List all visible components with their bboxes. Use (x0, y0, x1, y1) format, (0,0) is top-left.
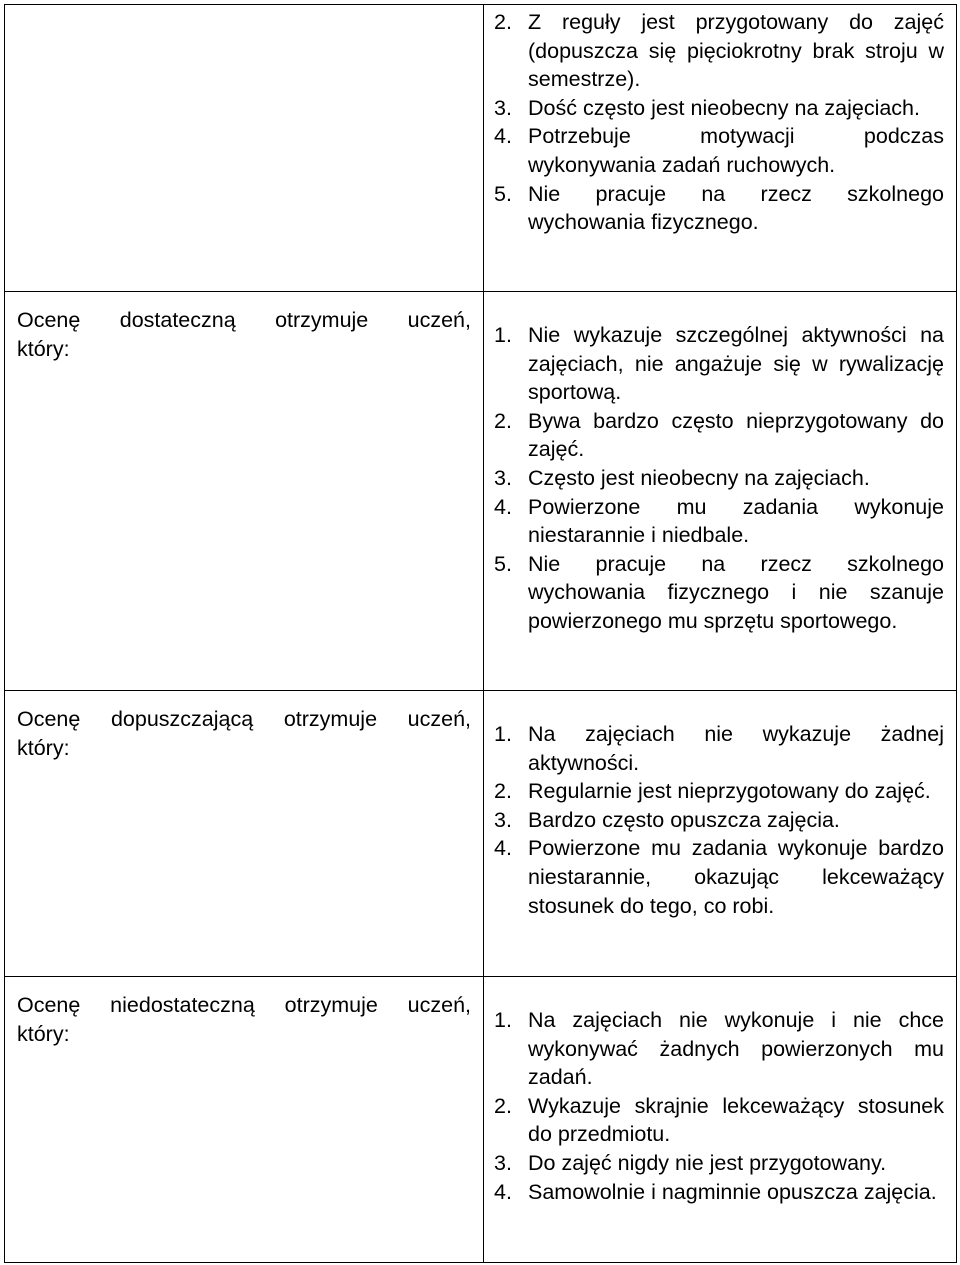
grade-label-cell (5, 292, 484, 691)
item-number: 1. (494, 1008, 512, 1032)
grading-criteria-table (4, 4, 957, 1263)
item-text: Powierzone mu zadania wykonuje niestarannie i niedbale. (528, 494, 944, 548)
criteria-cell (484, 691, 957, 977)
item-text: Z reguły jest przygotowany do zajęć (dopuszcza się pięciokrotny brak stroju w semestrze). (528, 10, 944, 92)
item-number: 5. (494, 551, 512, 576)
item-text: Nie pracuje na rzecz szkolnego wychowania fizycznego i nie szanuje powierzonego mu sprzętu sportowego. (528, 551, 944, 633)
item-number: 4. (494, 1179, 512, 1204)
grade-label-continuation: który: (17, 337, 70, 361)
item-text: Do zajęć nigdy nie jest przygotowany. (528, 1150, 887, 1175)
grade-label-continuation: który: (17, 736, 70, 760)
list-item (494, 550, 944, 636)
table-row (5, 292, 957, 691)
item-number: 4. (494, 124, 512, 149)
item-text: Bywa bardzo często nieprzygotowany do zajęć. (528, 408, 944, 462)
list-item (494, 321, 944, 407)
item-number: 1. (494, 323, 512, 347)
item-number: 3. (494, 807, 512, 832)
list-item (494, 493, 944, 550)
list-item (494, 8, 944, 94)
grade-label: Ocenę dostateczną otrzymuje uczeń, (17, 308, 471, 332)
list-item (494, 1006, 944, 1092)
criteria-list (494, 720, 944, 920)
item-text: Dość często jest nieobecny na zajęciach. (528, 95, 920, 120)
list-item (494, 464, 944, 493)
grade-label-continuation: który: (17, 1022, 70, 1046)
item-number: 2. (494, 779, 512, 804)
table-row (5, 977, 957, 1263)
item-number: 3. (494, 465, 512, 490)
item-number: 3. (494, 1150, 512, 1175)
item-text: Wykazuje skrajnie lekceważący stosunek do przedmiotu. (528, 1093, 944, 1147)
item-text: Powierzone mu zadania wykonuje bardzo niestarannie, okazując lekceważący stosunek do tego, co robi. (528, 836, 944, 918)
grade-label: Ocenę niedostateczną otrzymuje uczeń, (17, 993, 471, 1017)
grade-label-cell (5, 977, 484, 1263)
list-item (494, 180, 944, 237)
item-number: 2. (494, 1093, 512, 1118)
criteria-list (494, 321, 944, 636)
item-text: Bardzo często opuszcza zajęcia. (528, 807, 840, 832)
list-item (494, 777, 944, 806)
item-number: 4. (494, 494, 512, 519)
item-number: 4. (494, 836, 512, 861)
item-text: Na zajęciach nie wykonuje i nie chce wykonywać żadnych powierzonych mu zadań. (528, 1008, 944, 1090)
item-number: 3. (494, 95, 512, 120)
item-number: 5. (494, 181, 512, 206)
criteria-cell (484, 5, 957, 292)
item-text: Regularnie jest nieprzygotowany do zajęć. (528, 779, 931, 804)
list-item (494, 834, 944, 920)
item-number: 2. (494, 10, 512, 34)
grade-label-cell (5, 691, 484, 977)
item-text: Potrzebuje motywacji podczas wykonywania zadań ruchowych. (528, 124, 944, 177)
list-item (494, 122, 944, 179)
list-item (494, 1149, 944, 1178)
grade-label: Ocenę dopuszczającą otrzymuje uczeń, (17, 707, 471, 731)
table-row (5, 5, 957, 292)
criteria-cell (484, 292, 957, 691)
criteria-cell (484, 977, 957, 1263)
criteria-list (494, 8, 944, 237)
item-text: Nie wykazuje szczególnej aktywności na zajęciach, nie angażuje się w rywalizację sportową. (528, 323, 944, 405)
list-item (494, 407, 944, 464)
item-text: Samowolnie i nagminnie opuszcza zajęcia. (528, 1179, 937, 1204)
list-item (494, 720, 944, 777)
item-text: Nie pracuje na rzecz szkolnego wychowania fizycznego. (528, 181, 944, 235)
criteria-list (494, 1006, 944, 1206)
list-item (494, 1092, 944, 1149)
item-text: Często jest nieobecny na zajęciach. (528, 465, 870, 490)
list-item (494, 806, 944, 835)
grade-label-cell (5, 5, 484, 292)
list-item (494, 94, 944, 123)
item-number: 2. (494, 408, 512, 433)
item-number: 1. (494, 722, 512, 746)
list-item (494, 1178, 944, 1207)
table-row (5, 691, 957, 977)
item-text: Na zajęciach nie wykazuje żadnej aktywności. (528, 722, 944, 775)
